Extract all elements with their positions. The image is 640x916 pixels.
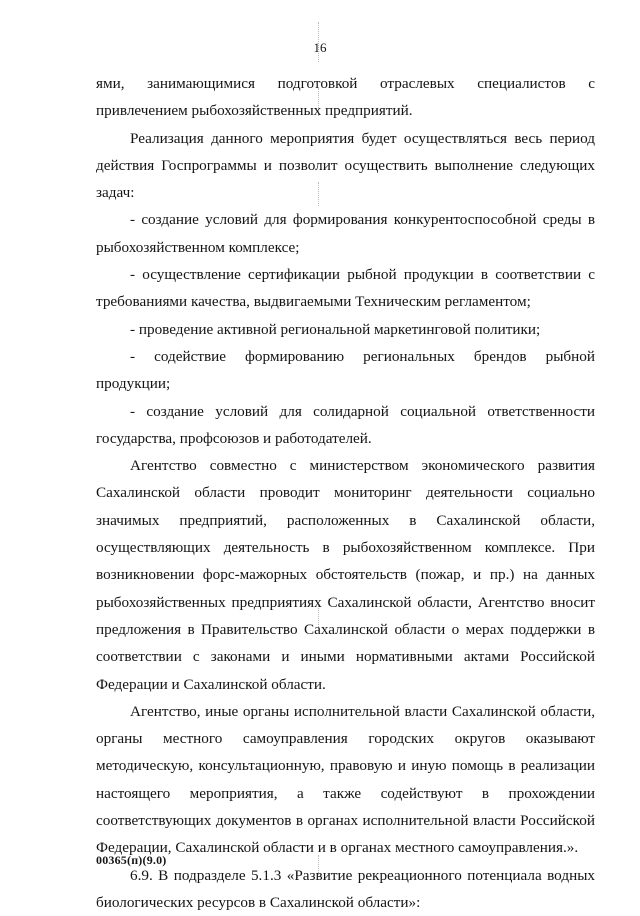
list-item-marketing-policy: - проведение активной региональной маркетинговой политики; (130, 320, 541, 338)
fold-mark-top (318, 22, 319, 62)
paragraph-implementation: Реализация данного мероприятия будет осуществляться весь период действия Госпрограммы и позволит осуществить выполнение следующих задач: (96, 129, 595, 202)
list-item-certification: - осуществление сертификации рыбной продукции в соответствии с требованиями качества, выдвигаемыми Техническим регламентом; (96, 266, 595, 311)
list-item-competitive-environment: - создание условий для формирования конкурентоспособной среды в рыбохозяйственном комплексе; (96, 211, 595, 256)
list-item-social-responsibility: - создание условий для солидарной социальной ответственности государства, профсоюзов и работодателей. (96, 402, 595, 447)
document-code: 00365(п)(9.0) (96, 853, 167, 867)
page-number: 16 (313, 40, 327, 55)
document-body (96, 70, 595, 916)
list-item-regional-brands: - содействие формированию региональных брендов рыбной продукции; (96, 347, 595, 393)
paragraph-section-6-9: 6.9. В подразделе 5.1.3 «Развитие рекреационного потенциала водных биологических ресурсов в Сахалинской области»: (96, 866, 595, 911)
paragraph-assistance: Агентство, иные органы исполнительной власти Сахалинской области, органы местного самоуправления городских округов оказывают методическую, консультационную, правовую и иную помощь в реализации настоящего мероприятия, а также содействуют в прохождении соответствующих документов в органах исполнительной власти Российской Федерации, Сахалинской области и в органах местного самоуправления.». (96, 702, 595, 857)
paragraph-continuation: ями, занимающимися подготовкой отраслевых специалистов с привлечением рыбохозяйственных предприятий. (96, 75, 595, 120)
paragraph-monitoring: Агентство совместно с министерством экономического развития Сахалинской области проводит мониторинг деятельности социально значимых предприятий, расположенных в Сахалинской области, осуществляющих деятельность в рыбохозяйственном комплексе. При возникновении форс-мажорных обстоятельств (пожар, и пр.) на данных рыбохозяйственных предприятиях Сахалинской области, Агентство вносит предложения в Правительство Сахалинской области о мерах поддержки в соответствии с законами и иными нормативными актами Российской Федерации и Сахалинской области. (96, 457, 595, 693)
